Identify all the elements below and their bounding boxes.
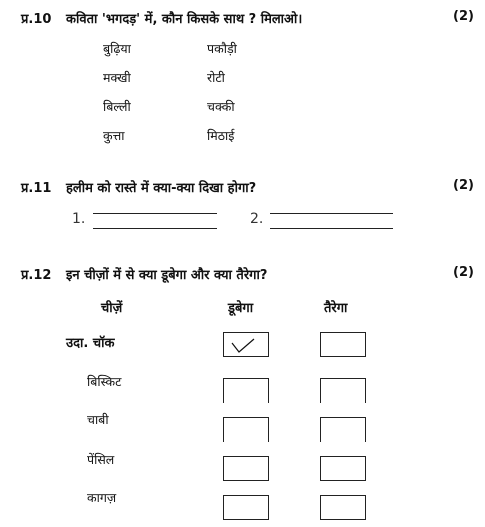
q12-item-1-sink-checkbox[interactable] bbox=[223, 378, 269, 403]
q10-left-item-3[interactable]: बिल्ली bbox=[103, 99, 131, 114]
q10-left-item-2[interactable]: मक्खी bbox=[103, 70, 131, 85]
q12-header-float: तैरेगा bbox=[324, 301, 348, 316]
q11-blank-1-line-1[interactable] bbox=[93, 213, 217, 214]
q12-item-1-label: बिस्किट bbox=[87, 374, 122, 389]
q12-item-3-sink-checkbox[interactable] bbox=[223, 456, 269, 481]
q10-text: कविता 'भगदड़' में, कौन किसके साथ ? मिलाओ। bbox=[66, 12, 303, 27]
q12-item-4-label: कागज़ bbox=[87, 490, 117, 505]
q12-text: इन चीज़ों में से क्या डूबेगा और क्या तैरेगा? bbox=[66, 268, 268, 283]
checkmark-icon bbox=[224, 333, 270, 358]
q12-marks: (2) bbox=[453, 265, 474, 280]
q11-blank-2-number: 2. bbox=[250, 211, 264, 227]
q12-header-items: चीज़ें bbox=[101, 301, 123, 316]
q11-marks: (2) bbox=[453, 178, 474, 193]
q12-example-sink-checkbox[interactable] bbox=[223, 332, 269, 357]
q12-item-2-label: चाबी bbox=[87, 412, 109, 427]
q12-item-4-float-checkbox[interactable] bbox=[320, 495, 366, 520]
q12-header-sink: डूबेगा bbox=[228, 301, 254, 316]
q10-left-item-1[interactable]: बुढ़िया bbox=[103, 41, 131, 56]
q10-left-item-4[interactable]: कुत्ता bbox=[103, 128, 125, 143]
q10-number: प्र.10 bbox=[21, 12, 52, 27]
q11-blank-2-line-2[interactable] bbox=[270, 228, 393, 229]
q10-right-item-4[interactable]: मिठाई bbox=[207, 128, 235, 143]
q11-blank-2-line-1[interactable] bbox=[270, 213, 393, 214]
q10-marks: (2) bbox=[453, 9, 474, 24]
q12-item-3-label: पेंसिल bbox=[87, 452, 115, 467]
q11-blank-1-line-2[interactable] bbox=[93, 228, 217, 229]
q11-number: प्र.11 bbox=[21, 181, 52, 196]
q10-right-item-2[interactable]: रोटी bbox=[207, 70, 225, 85]
q12-item-3-float-checkbox[interactable] bbox=[320, 456, 366, 481]
q12-item-2-sink-checkbox[interactable] bbox=[223, 417, 269, 442]
q12-item-2-float-checkbox[interactable] bbox=[320, 417, 366, 442]
q12-example-float-checkbox[interactable] bbox=[320, 332, 366, 357]
q10-right-item-1[interactable]: पकौड़ी bbox=[207, 41, 237, 56]
q10-right-item-3[interactable]: चक्की bbox=[207, 99, 235, 114]
q12-example-label: उदा. चॉक bbox=[66, 336, 115, 351]
q11-blank-1-number: 1. bbox=[72, 211, 86, 227]
q12-item-1-float-checkbox[interactable] bbox=[320, 378, 366, 403]
q11-text: हलीम को रास्ते में क्या-क्या दिखा होगा? bbox=[66, 181, 257, 196]
q12-item-4-sink-checkbox[interactable] bbox=[223, 495, 269, 520]
q12-number: प्र.12 bbox=[21, 268, 52, 283]
